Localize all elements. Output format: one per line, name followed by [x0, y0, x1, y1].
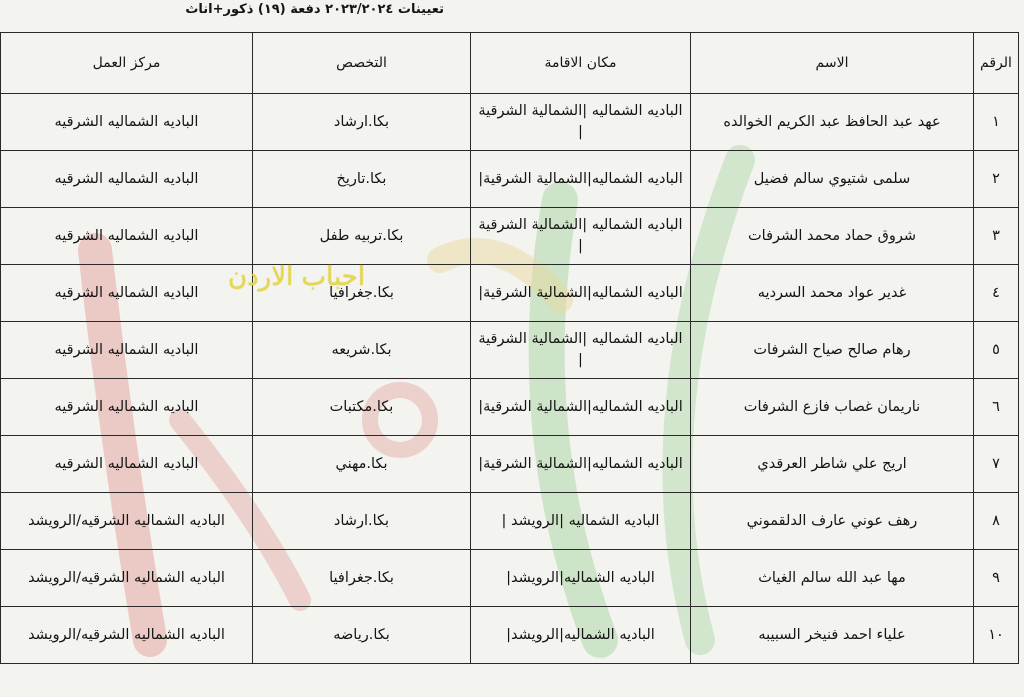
row-residence: الباديه الشماليه|الشمالية الشرقية|: [471, 379, 691, 436]
row-workplace: الباديه الشماليه الشرقيه: [1, 94, 253, 151]
row-number: ٦: [974, 379, 1019, 436]
appointments-table: [0, 32, 1019, 664]
row-residence: الباديه الشماليه|الشمالية الشرقية|: [471, 265, 691, 322]
row-workplace: الباديه الشماليه الشرقيه: [1, 322, 253, 379]
row-name: مها عبد الله سالم الغياث: [691, 550, 974, 607]
row-workplace: الباديه الشماليه الشرقيه/الرويشد: [1, 493, 253, 550]
row-workplace: الباديه الشماليه الشرقيه: [1, 379, 253, 436]
table-row: [1, 94, 1019, 151]
row-name: علياء احمد فنيخر السبيبه: [691, 607, 974, 664]
column-header-number: الرقم: [974, 33, 1019, 94]
row-number: ٧: [974, 436, 1019, 493]
row-residence: الباديه الشماليه |الشمالية الشرقية |: [471, 208, 691, 265]
table-row: [1, 265, 1019, 322]
row-residence: الباديه الشماليه|الرويشد|: [471, 607, 691, 664]
row-specialty: بكا.مهني: [253, 436, 471, 493]
row-workplace: الباديه الشماليه الشرقيه: [1, 208, 253, 265]
row-name: شروق حماد محمد الشرفات: [691, 208, 974, 265]
row-name: رهام صالح صياح الشرفات: [691, 322, 974, 379]
table-row: [1, 493, 1019, 550]
row-number: ٤: [974, 265, 1019, 322]
row-number: ٣: [974, 208, 1019, 265]
document-title: تعيينات ٢٠٢٣/٢٠٢٤ دفعة (١٩) ذكور+اناث: [185, 2, 444, 17]
row-workplace: الباديه الشماليه الشرقيه/الرويشد: [1, 550, 253, 607]
table-row: [1, 550, 1019, 607]
row-residence: الباديه الشماليه |الشمالية الشرقية |: [471, 322, 691, 379]
row-name: ناريمان غصاب فازع الشرفات: [691, 379, 974, 436]
table-row: [1, 208, 1019, 265]
row-residence: الباديه الشماليه|الشمالية الشرقية|: [471, 436, 691, 493]
table-row: [1, 379, 1019, 436]
row-number: ٩: [974, 550, 1019, 607]
row-name: عهد عبد الحافظ عبد الكريم الخوالده: [691, 94, 974, 151]
row-specialty: بكا.مكتبات: [253, 379, 471, 436]
column-header-name: الاسم: [691, 33, 974, 94]
column-header-specialty: التخصص: [253, 33, 471, 94]
row-number: ٢: [974, 151, 1019, 208]
row-number: ٨: [974, 493, 1019, 550]
row-specialty: بكا.تربيه طفل: [253, 208, 471, 265]
row-workplace: الباديه الشماليه الشرقيه: [1, 436, 253, 493]
row-residence: الباديه الشماليه |الشمالية الشرقية |: [471, 94, 691, 151]
row-specialty: بكا.ارشاد: [253, 94, 471, 151]
table-row: [1, 322, 1019, 379]
row-name: رهف عوني عارف الدلقموني: [691, 493, 974, 550]
table-row: [1, 436, 1019, 493]
row-workplace: الباديه الشماليه الشرقيه: [1, 151, 253, 208]
row-number: ١٠: [974, 607, 1019, 664]
table-row: [1, 151, 1019, 208]
row-specialty: بكا.جغرافيا: [253, 265, 471, 322]
column-header-residence: مكان الاقامة: [471, 33, 691, 94]
row-specialty: بكا.جغرافيا: [253, 550, 471, 607]
column-header-workplace: مركز العمل: [1, 33, 253, 94]
row-name: غدير عواد محمد السرديه: [691, 265, 974, 322]
row-specialty: بكا.ارشاد: [253, 493, 471, 550]
table-header-row: [1, 33, 1019, 94]
row-residence: الباديه الشماليه|الرويشد|: [471, 550, 691, 607]
row-name: اريج علي شاطر العرقدي: [691, 436, 974, 493]
overlay-caption: احباب الاردن: [228, 262, 366, 292]
row-number: ٥: [974, 322, 1019, 379]
row-workplace: الباديه الشماليه الشرقيه/الرويشد: [1, 607, 253, 664]
row-name: سلمى شتيوي سالم فضيل: [691, 151, 974, 208]
row-residence: الباديه الشماليه|الشمالية الشرقية|: [471, 151, 691, 208]
row-specialty: بكا.شريعه: [253, 322, 471, 379]
row-specialty: بكا.تاريخ: [253, 151, 471, 208]
row-residence: الباديه الشماليه |الرويشد |: [471, 493, 691, 550]
table-row: [1, 607, 1019, 664]
row-specialty: بكا.رياضه: [253, 607, 471, 664]
row-number: ١: [974, 94, 1019, 151]
row-workplace: الباديه الشماليه الشرقيه: [1, 265, 253, 322]
